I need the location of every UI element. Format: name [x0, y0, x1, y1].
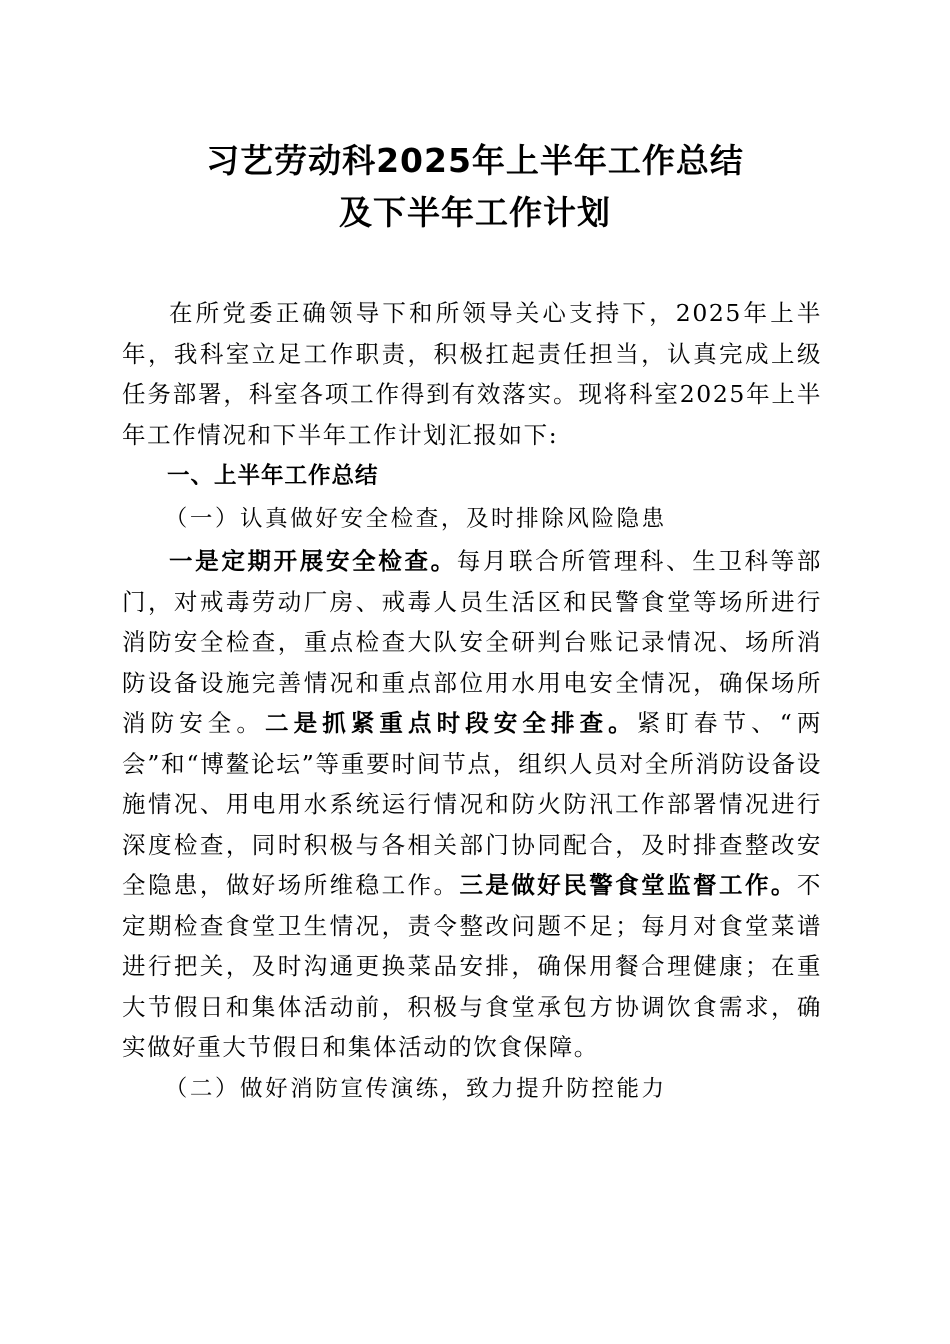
subsection2-heading: （二）做好消防宣传演练，致力提升防控能力 [164, 1075, 667, 1102]
point1-text: 每月联合所管理科、生卫科等部门，对戒毒劳动厂房、戒毒人员生活区和民警食堂等场所进行消防安全检查，重点检查大队安全研判台账记录情况、场所消防设备设施完善情况和重点部位用水用电安全情况，确保场所消防安全。 [122, 547, 822, 737]
document-title-line1: 习艺劳动科2025年上半年工作总结 [206, 141, 744, 180]
document-body [122, 293, 822, 1111]
point3-lead: 三是做好民警食堂监督工作。 [459, 871, 797, 899]
point2-lead: 二是抓紧重点时段安全排查。 [265, 709, 637, 737]
point2-text: 紧盯春节、“两会”和“博鳌论坛”等重要时间节点，组织人员对全所消防设备设施情况、用电用水系统运行情况和防火防汛工作部署情况进行深度检查，同时积极与各相关部门协同配合，及时排查整改安全隐患，做好场所维稳工作。 [122, 709, 823, 899]
section1-heading: 一、上半年工作总结 [167, 463, 379, 489]
subsection1-paragraph [122, 541, 822, 1068]
point3-text: 不定期检查食堂卫生情况，责令整改问题不足；每月对食堂菜谱进行把关，及时沟通更换菜品安排，确保用餐合理健康；在重大节假日和集体活动前，积极与食堂承包方协调饮食需求，确实做好重大节假日和集体活动的饮食保障。 [122, 871, 822, 1061]
point1-lead: 一是定期开展安全检查。 [169, 547, 457, 575]
document-title-line2: 及下半年工作计划 [339, 193, 611, 232]
subsection1-heading: （一）认真做好安全检查，及时排除风险隐患 [164, 506, 667, 532]
intro-paragraph: 在所党委正确领导下和所领导关心支持下，2025年上半年，我科室立足工作职责，积极扛起责任担当，认真完成上级任务部署，科室各项工作得到有效落实。现将科室2025年上半年工作情况和下半年工作计划汇报如下: [122, 299, 822, 449]
